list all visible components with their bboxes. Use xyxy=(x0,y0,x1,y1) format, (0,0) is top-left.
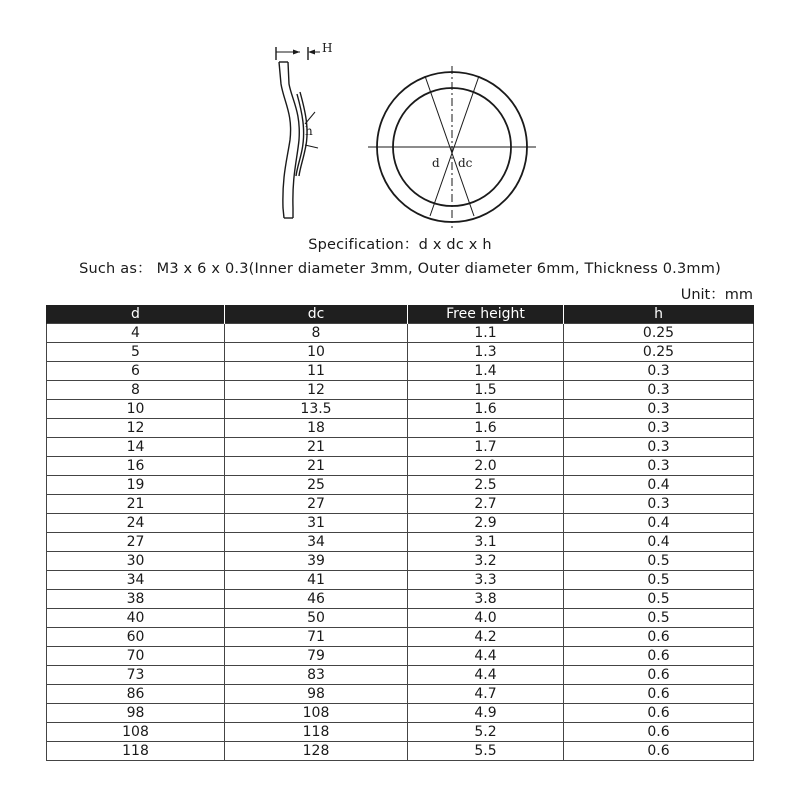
cell-h: 0.6 xyxy=(564,742,754,761)
unit-value: mm xyxy=(724,287,753,303)
cell-d: 118 xyxy=(47,742,225,761)
cell-h: 0.4 xyxy=(564,476,754,495)
cell-free-height: 2.0 xyxy=(408,457,564,476)
label-dc: dc xyxy=(458,156,473,170)
cell-dc: 31 xyxy=(225,514,408,533)
cell-dc: 12 xyxy=(225,381,408,400)
cell-free-height: 1.7 xyxy=(408,438,564,457)
cell-h: 0.25 xyxy=(564,343,754,362)
cell-dc: 41 xyxy=(225,571,408,590)
cell-dc: 21 xyxy=(225,457,408,476)
cell-dc: 128 xyxy=(225,742,408,761)
cell-h: 0.6 xyxy=(564,723,754,742)
cell-free-height: 1.1 xyxy=(408,324,564,343)
cell-free-height: 4.4 xyxy=(408,647,564,666)
cell-free-height: 2.5 xyxy=(408,476,564,495)
specification-formula: d x dc x h xyxy=(418,237,492,253)
cell-d: 108 xyxy=(47,723,225,742)
table-row xyxy=(47,552,754,571)
unit-line xyxy=(681,283,753,304)
cell-free-height: 4.7 xyxy=(408,685,564,704)
cell-d: 16 xyxy=(47,457,225,476)
cell-h: 0.5 xyxy=(564,552,754,571)
cell-h: 0.6 xyxy=(564,685,754,704)
cell-free-height: 4.0 xyxy=(408,609,564,628)
cell-dc: 79 xyxy=(225,647,408,666)
cell-free-height: 2.9 xyxy=(408,514,564,533)
cell-h: 0.3 xyxy=(564,495,754,514)
cell-free-height: 1.6 xyxy=(408,400,564,419)
cell-free-height: 4.4 xyxy=(408,666,564,685)
cell-h: 0.3 xyxy=(564,400,754,419)
cell-dc: 50 xyxy=(225,609,408,628)
specification-table xyxy=(46,305,754,761)
cell-h: 0.3 xyxy=(564,457,754,476)
cell-d: 27 xyxy=(47,533,225,552)
cell-dc: 27 xyxy=(225,495,408,514)
example-text: M3 x 6 x 0.3(Inner diameter 3mm, Outer diameter 6mm, Thickness 0.3mm) xyxy=(156,261,721,277)
table-row xyxy=(47,324,754,343)
unit-label: Unit： xyxy=(680,287,725,303)
specification-line xyxy=(0,233,800,254)
table-body xyxy=(47,324,754,761)
cell-dc: 46 xyxy=(225,590,408,609)
header-d: d xyxy=(47,305,225,324)
cell-d: 14 xyxy=(47,438,225,457)
side-profile-view xyxy=(276,47,320,218)
cell-h: 0.4 xyxy=(564,514,754,533)
cell-h: 0.6 xyxy=(564,628,754,647)
cell-d: 12 xyxy=(47,419,225,438)
washer-diagram xyxy=(0,0,800,230)
cell-dc: 11 xyxy=(225,362,408,381)
cell-h: 0.25 xyxy=(564,324,754,343)
washer-drawing xyxy=(0,0,800,230)
table-row xyxy=(47,514,754,533)
table-row xyxy=(47,533,754,552)
cell-d: 70 xyxy=(47,647,225,666)
cell-d: 30 xyxy=(47,552,225,571)
cell-dc: 39 xyxy=(225,552,408,571)
table-row xyxy=(47,742,754,761)
specification-label: Specification： xyxy=(308,237,419,253)
cell-h: 0.5 xyxy=(564,590,754,609)
cell-dc: 25 xyxy=(225,476,408,495)
cell-d: 34 xyxy=(47,571,225,590)
cell-free-height: 3.8 xyxy=(408,590,564,609)
table-header-row xyxy=(47,305,754,324)
cell-d: 5 xyxy=(47,343,225,362)
cell-free-height: 4.2 xyxy=(408,628,564,647)
cell-h: 0.6 xyxy=(564,704,754,723)
table-row xyxy=(47,343,754,362)
cell-d: 4 xyxy=(47,324,225,343)
cell-free-height: 2.7 xyxy=(408,495,564,514)
cell-free-height: 3.2 xyxy=(408,552,564,571)
cell-d: 8 xyxy=(47,381,225,400)
cell-dc: 21 xyxy=(225,438,408,457)
cell-dc: 8 xyxy=(225,324,408,343)
cell-h: 0.4 xyxy=(564,533,754,552)
cell-d: 21 xyxy=(47,495,225,514)
table-row xyxy=(47,457,754,476)
cell-dc: 118 xyxy=(225,723,408,742)
table-row xyxy=(47,704,754,723)
cell-dc: 13.5 xyxy=(225,400,408,419)
cell-free-height: 5.2 xyxy=(408,723,564,742)
cell-free-height: 5.5 xyxy=(408,742,564,761)
cell-h: 0.5 xyxy=(564,571,754,590)
cell-free-height: 3.3 xyxy=(408,571,564,590)
cell-d: 38 xyxy=(47,590,225,609)
cell-d: 98 xyxy=(47,704,225,723)
table-row xyxy=(47,571,754,590)
cell-d: 24 xyxy=(47,514,225,533)
cell-h: 0.6 xyxy=(564,666,754,685)
table-row xyxy=(47,438,754,457)
example-label: Such as： xyxy=(79,261,152,277)
table-row xyxy=(47,666,754,685)
table-row xyxy=(47,476,754,495)
table-row xyxy=(47,685,754,704)
table-row xyxy=(47,495,754,514)
table-row xyxy=(47,628,754,647)
cell-d: 40 xyxy=(47,609,225,628)
cell-d: 6 xyxy=(47,362,225,381)
label-H: H xyxy=(322,41,333,55)
table-row xyxy=(47,723,754,742)
cell-free-height: 1.3 xyxy=(408,343,564,362)
cell-d: 73 xyxy=(47,666,225,685)
cell-d: 19 xyxy=(47,476,225,495)
cell-d: 86 xyxy=(47,685,225,704)
table-row xyxy=(47,609,754,628)
cell-h: 0.6 xyxy=(564,647,754,666)
cell-h: 0.3 xyxy=(564,381,754,400)
cell-h: 0.3 xyxy=(564,362,754,381)
cell-d: 60 xyxy=(47,628,225,647)
cell-d: 10 xyxy=(47,400,225,419)
cell-h: 0.3 xyxy=(564,419,754,438)
cell-free-height: 1.4 xyxy=(408,362,564,381)
header-free-height: Free height xyxy=(408,305,564,324)
table-row xyxy=(47,647,754,666)
header-h: h xyxy=(564,305,754,324)
cell-dc: 34 xyxy=(225,533,408,552)
example-line xyxy=(0,257,800,278)
cell-free-height: 1.6 xyxy=(408,419,564,438)
label-d: d xyxy=(432,156,440,170)
table-row xyxy=(47,381,754,400)
table-row xyxy=(47,362,754,381)
cell-dc: 71 xyxy=(225,628,408,647)
cell-free-height: 4.9 xyxy=(408,704,564,723)
cell-dc: 108 xyxy=(225,704,408,723)
cell-h: 0.3 xyxy=(564,438,754,457)
top-view-ring xyxy=(368,66,536,228)
cell-free-height: 3.1 xyxy=(408,533,564,552)
cell-dc: 18 xyxy=(225,419,408,438)
cell-dc: 98 xyxy=(225,685,408,704)
table-row xyxy=(47,419,754,438)
label-h: h xyxy=(305,124,313,138)
cell-h: 0.5 xyxy=(564,609,754,628)
cell-free-height: 1.5 xyxy=(408,381,564,400)
cell-dc: 10 xyxy=(225,343,408,362)
table-row xyxy=(47,400,754,419)
cell-dc: 83 xyxy=(225,666,408,685)
header-dc: dc xyxy=(225,305,408,324)
table-row xyxy=(47,590,754,609)
